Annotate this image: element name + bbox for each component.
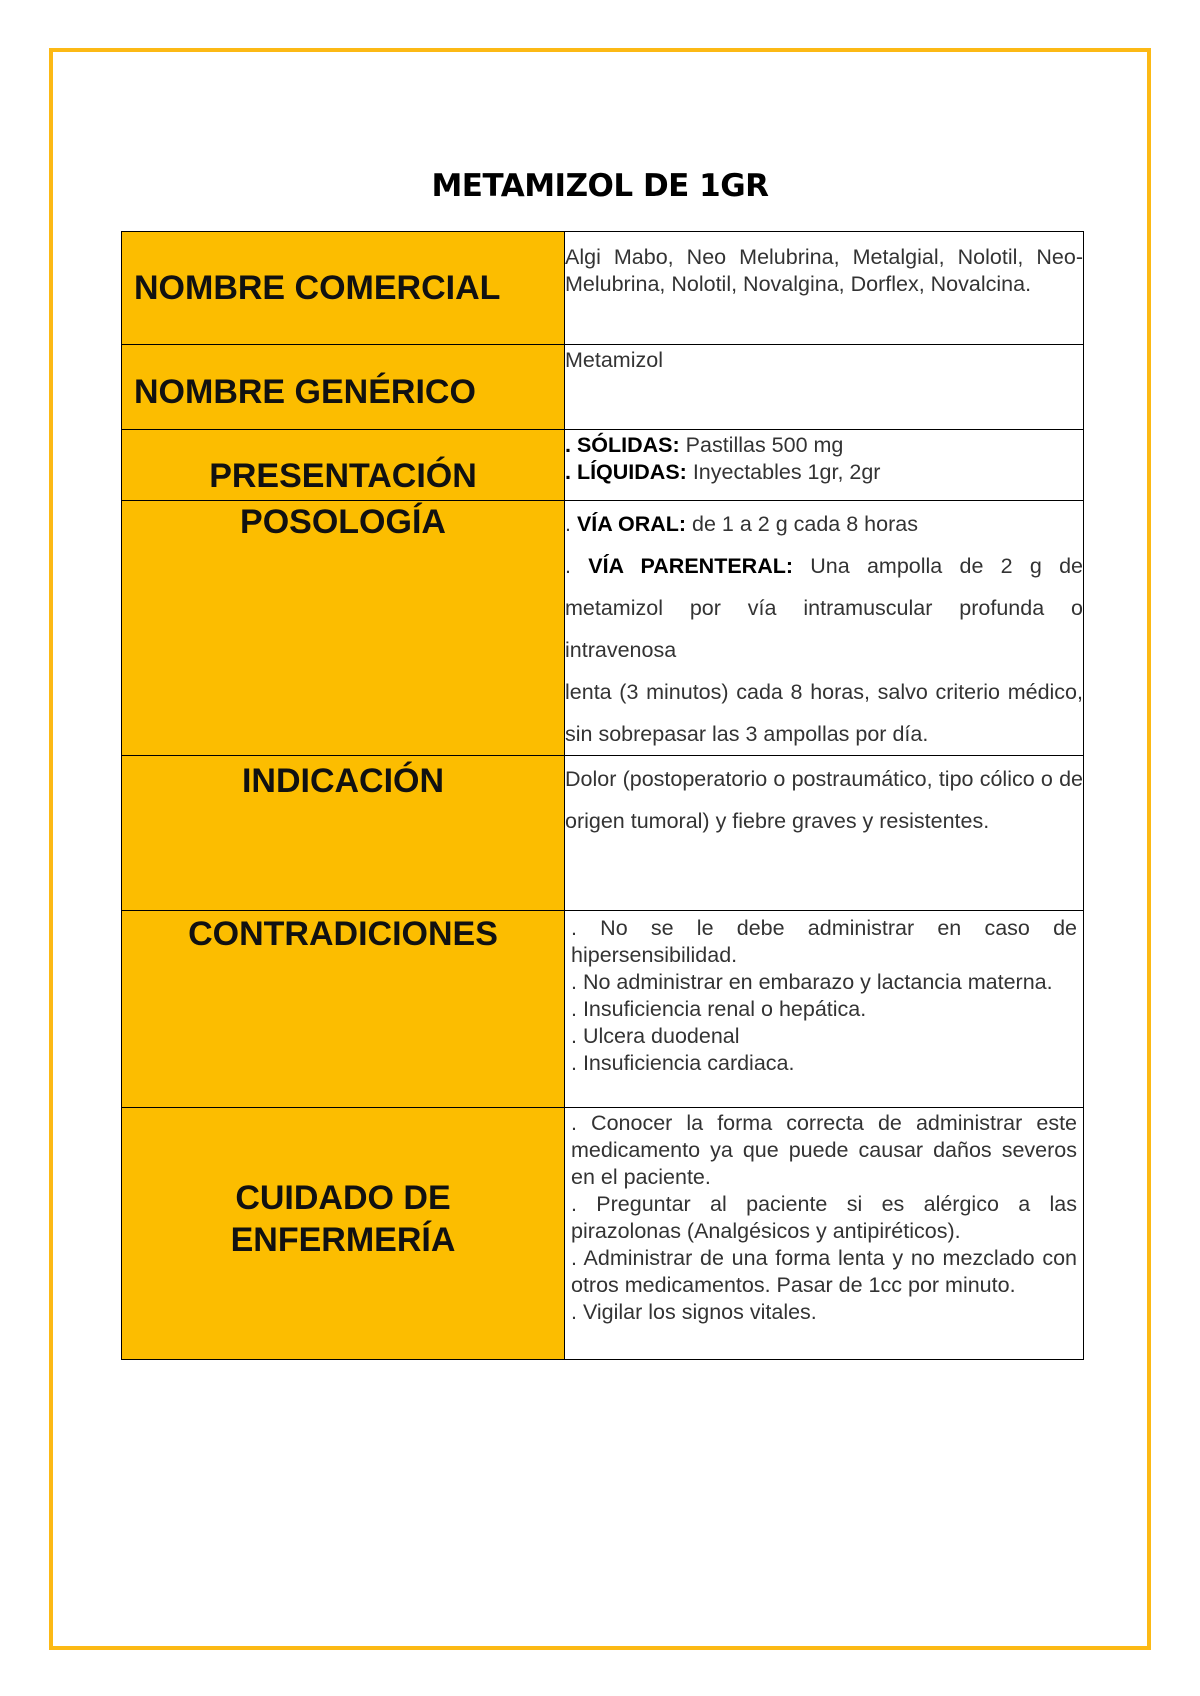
row-nombre-comercial bbox=[122, 232, 1084, 345]
label-posologia: POSOLOGÍA bbox=[122, 501, 565, 756]
row-contradiciones bbox=[122, 911, 1084, 1108]
posologia-oral bbox=[565, 503, 1083, 545]
label-nombre-generico: NOMBRE GENÉRICO bbox=[122, 345, 565, 430]
cuidado-item: . Vigilar los signos vitales. bbox=[571, 1300, 817, 1324]
contra-item: . Ulcera duodenal bbox=[571, 1024, 740, 1048]
cuidado-label-line1: CUIDADO DE bbox=[235, 1178, 451, 1217]
liquidas-key: . LÍQUIDAS: bbox=[565, 460, 687, 484]
posologia-parenteral bbox=[565, 545, 1083, 671]
row-posologia bbox=[122, 501, 1084, 756]
cuidado-label-line2: ENFERMERÍA bbox=[230, 1220, 456, 1259]
row-cuidado-enfermeria bbox=[122, 1108, 1084, 1360]
label-cuidado-enfermeria bbox=[122, 1108, 565, 1360]
oral-key: VÍA ORAL: bbox=[576, 512, 687, 536]
presentacion-liquidas bbox=[565, 459, 1083, 486]
contra-item: . No administrar en embarazo y lactancia materna. bbox=[571, 970, 1053, 994]
cuidado-item: . Administrar de una forma lenta y no mezclado con otros medicamentos. Pasar de 1cc por minuto. bbox=[571, 1246, 1077, 1297]
oral-value: de 1 a 2 g cada 8 horas bbox=[686, 512, 918, 536]
row-presentacion bbox=[122, 430, 1084, 501]
oral-prefix: . bbox=[565, 512, 577, 536]
solidas-value: Pastillas 500 mg bbox=[679, 433, 844, 457]
drug-info-table bbox=[121, 231, 1084, 1360]
posologia-parenteral-cont: lenta (3 minutos) cada 8 horas, salvo criterio médico, sin sobrepasar las 3 ampollas por día. bbox=[565, 680, 1083, 746]
cuidado-item: . Conocer la forma correcta de administrar este medicamento ya que puede causar daños severos en el paciente. bbox=[571, 1111, 1077, 1189]
presentacion-solidas bbox=[565, 432, 1083, 459]
value-contradiciones bbox=[565, 911, 1084, 1108]
value-nombre-comercial: Algi Mabo, Neo Melubrina, Metalgial, Nolotil, Neo-Melubrina, Nolotil, Novalgina, Dorflex, Novalcina. bbox=[565, 232, 1084, 345]
row-nombre-generico bbox=[122, 345, 1084, 430]
liquidas-value: Inyectables 1gr, 2gr bbox=[686, 460, 881, 484]
parenteral-value: Una ampolla de 2 g de metamizol por vía intramuscular profunda o intravenosa bbox=[565, 554, 1083, 662]
value-presentacion bbox=[565, 430, 1084, 501]
parenteral-prefix: . bbox=[565, 554, 589, 578]
value-posologia bbox=[565, 501, 1084, 756]
label-contradiciones: CONTRADICIONES bbox=[122, 911, 565, 1108]
label-nombre-comercial: NOMBRE COMERCIAL bbox=[122, 232, 565, 345]
solidas-key: . SÓLIDAS: bbox=[565, 433, 680, 457]
parenteral-key: VÍA PARENTERAL: bbox=[588, 554, 794, 578]
contra-item: . No se le debe administrar en caso de hipersensibilidad. bbox=[571, 916, 1077, 967]
cuidado-item: . Preguntar al paciente si es alérgico a las pirazolonas (Analgésicos y antipiréticos). bbox=[571, 1192, 1077, 1243]
page-title: METAMIZOL DE 1GR bbox=[431, 168, 769, 204]
label-indicacion: INDICACIÓN bbox=[122, 756, 565, 911]
row-indicacion bbox=[122, 756, 1084, 911]
label-presentacion: PRESENTACIÓN bbox=[122, 430, 565, 501]
contra-item: . Insuficiencia renal o hepática. bbox=[571, 997, 867, 1021]
value-cuidado-enfermeria bbox=[565, 1108, 1084, 1360]
value-nombre-generico: Metamizol bbox=[565, 345, 1084, 430]
contra-item: . Insuficiencia cardiaca. bbox=[571, 1051, 795, 1075]
value-indicacion: Dolor (postoperatorio o postraumático, tipo cólico o de origen tumoral) y fiebre graves y resistentes. bbox=[565, 756, 1084, 911]
